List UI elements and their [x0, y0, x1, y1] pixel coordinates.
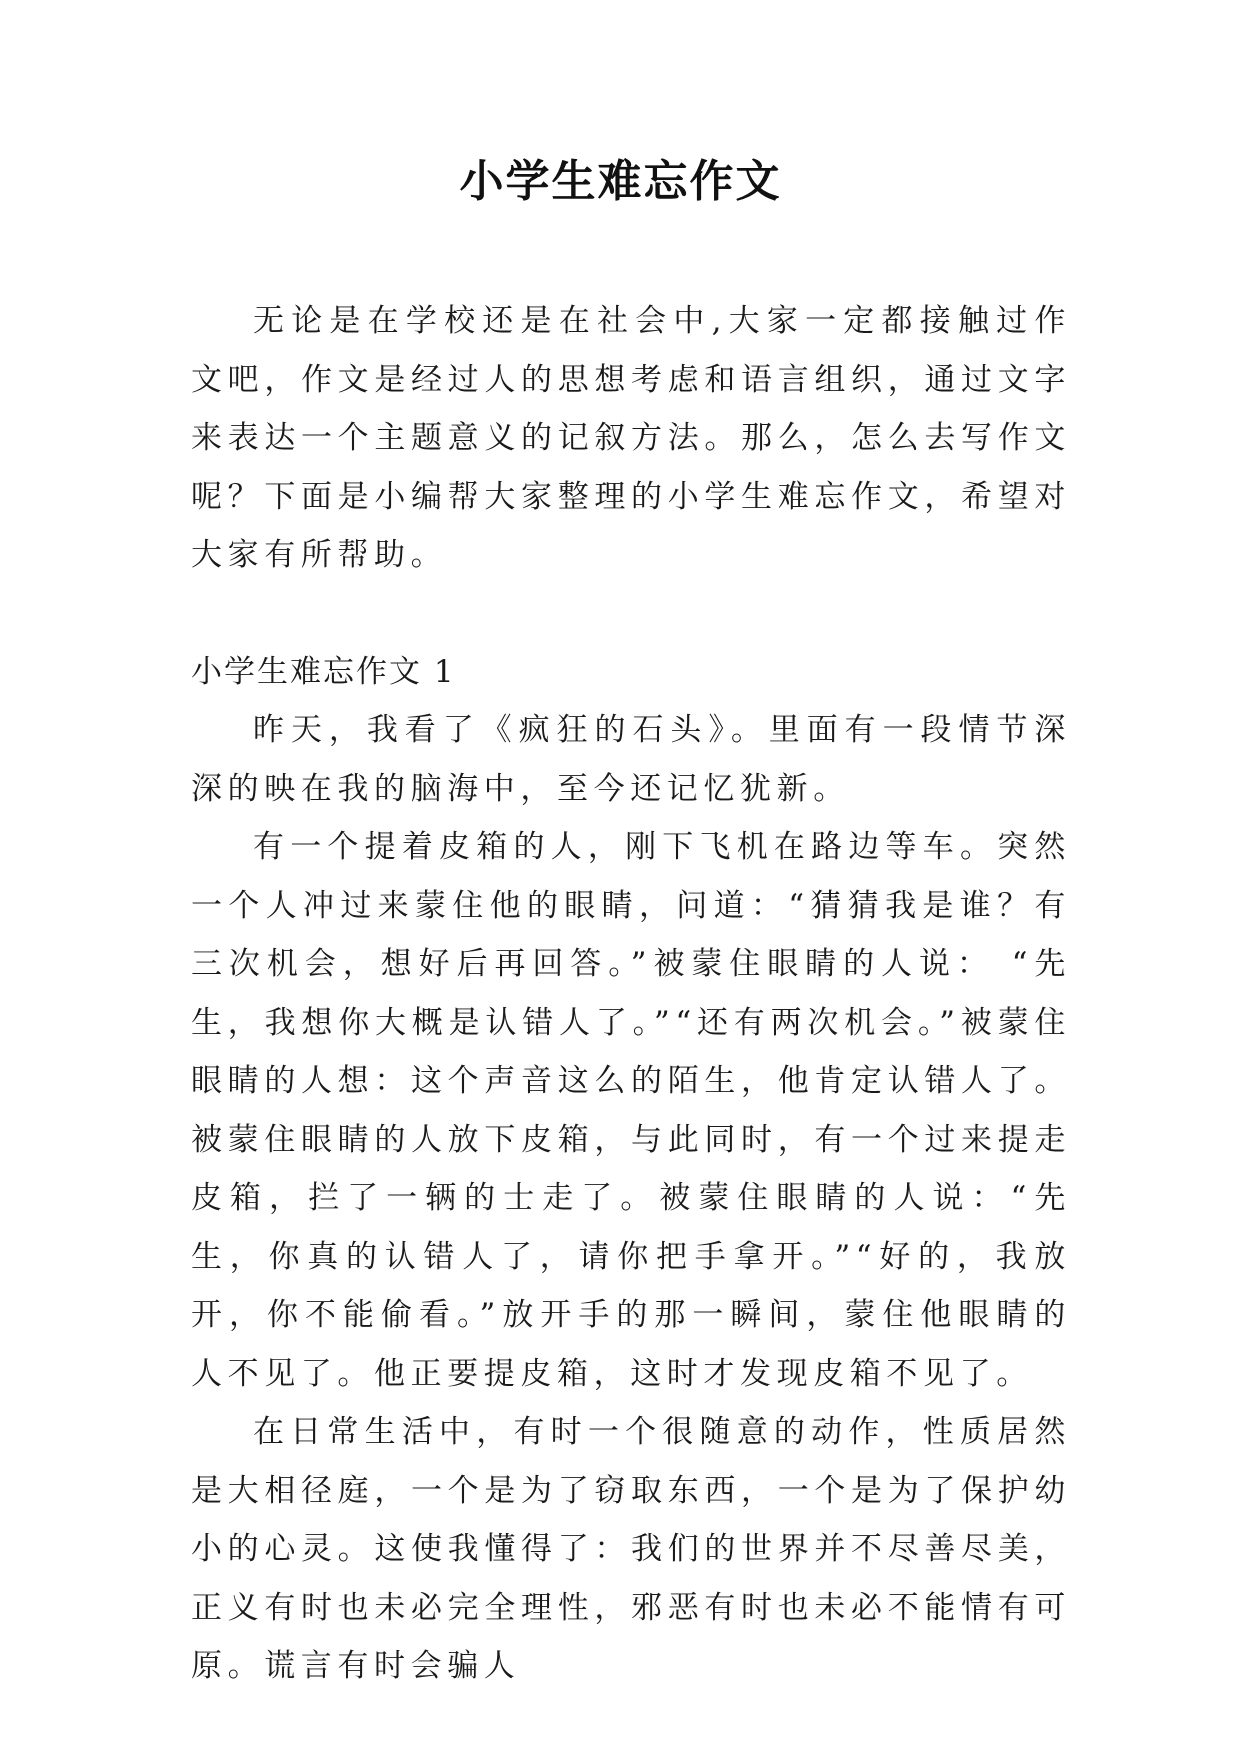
body-paragraph: 昨天，我看了《疯狂的石头》。里面有一段情节深深的映在我的脑海中，至今还记忆犹新。: [191, 712, 1071, 807]
intro-paragraph: 无论是在学校还是在社会中,大家一定都接触过作文吧，作文是经过人的思想考虑和语言组织，通过文字来表达一个主题意义的记叙方法。那么，怎么去写作文呢？下面是小编帮大家整理的小学生难忘作文，希望对大家有所帮助。: [191, 303, 1071, 573]
document-body: [191, 292, 1071, 1696]
section-heading: 小学生难忘作文 1: [191, 653, 456, 690]
body-paragraph: 在日常生活中，有时一个很随意的动作，性质居然是大相径庭，一个是为了窃取东西，一个是为了保护幼小的心灵。这使我懂得了：我们的世界并不尽善尽美，正义有时也未必完全理性，邪恶有时也未必不能情有可原。谎言有时会骗人: [191, 1414, 1071, 1684]
document-title: 小学生难忘作文: [459, 156, 782, 207]
body-paragraph: 有一个提着皮箱的人，刚下飞机在路边等车。突然一个人冲过来蒙住他的眼睛，问道：“猜猜我是谁？有三次机会，想好后再回答。”被蒙住眼睛的人说： “先生，我想你大概是认错人了。”“还有两次机会。”被蒙住眼睛的人想：这个声音这么的陌生，他肯定认错人了。被蒙住眼睛的人放下皮箱，与此同时，有一个过来提走皮箱，拦了一辆的士走了。被蒙住眼睛的人说：“先生，你真的认错人了，请你把手拿开。”“好的，我放开，你不能偷看。”放开手的那一瞬间，蒙住他眼睛的人不见了。他正要提皮箱，这时才发现皮箱不见了。: [191, 829, 1071, 1392]
